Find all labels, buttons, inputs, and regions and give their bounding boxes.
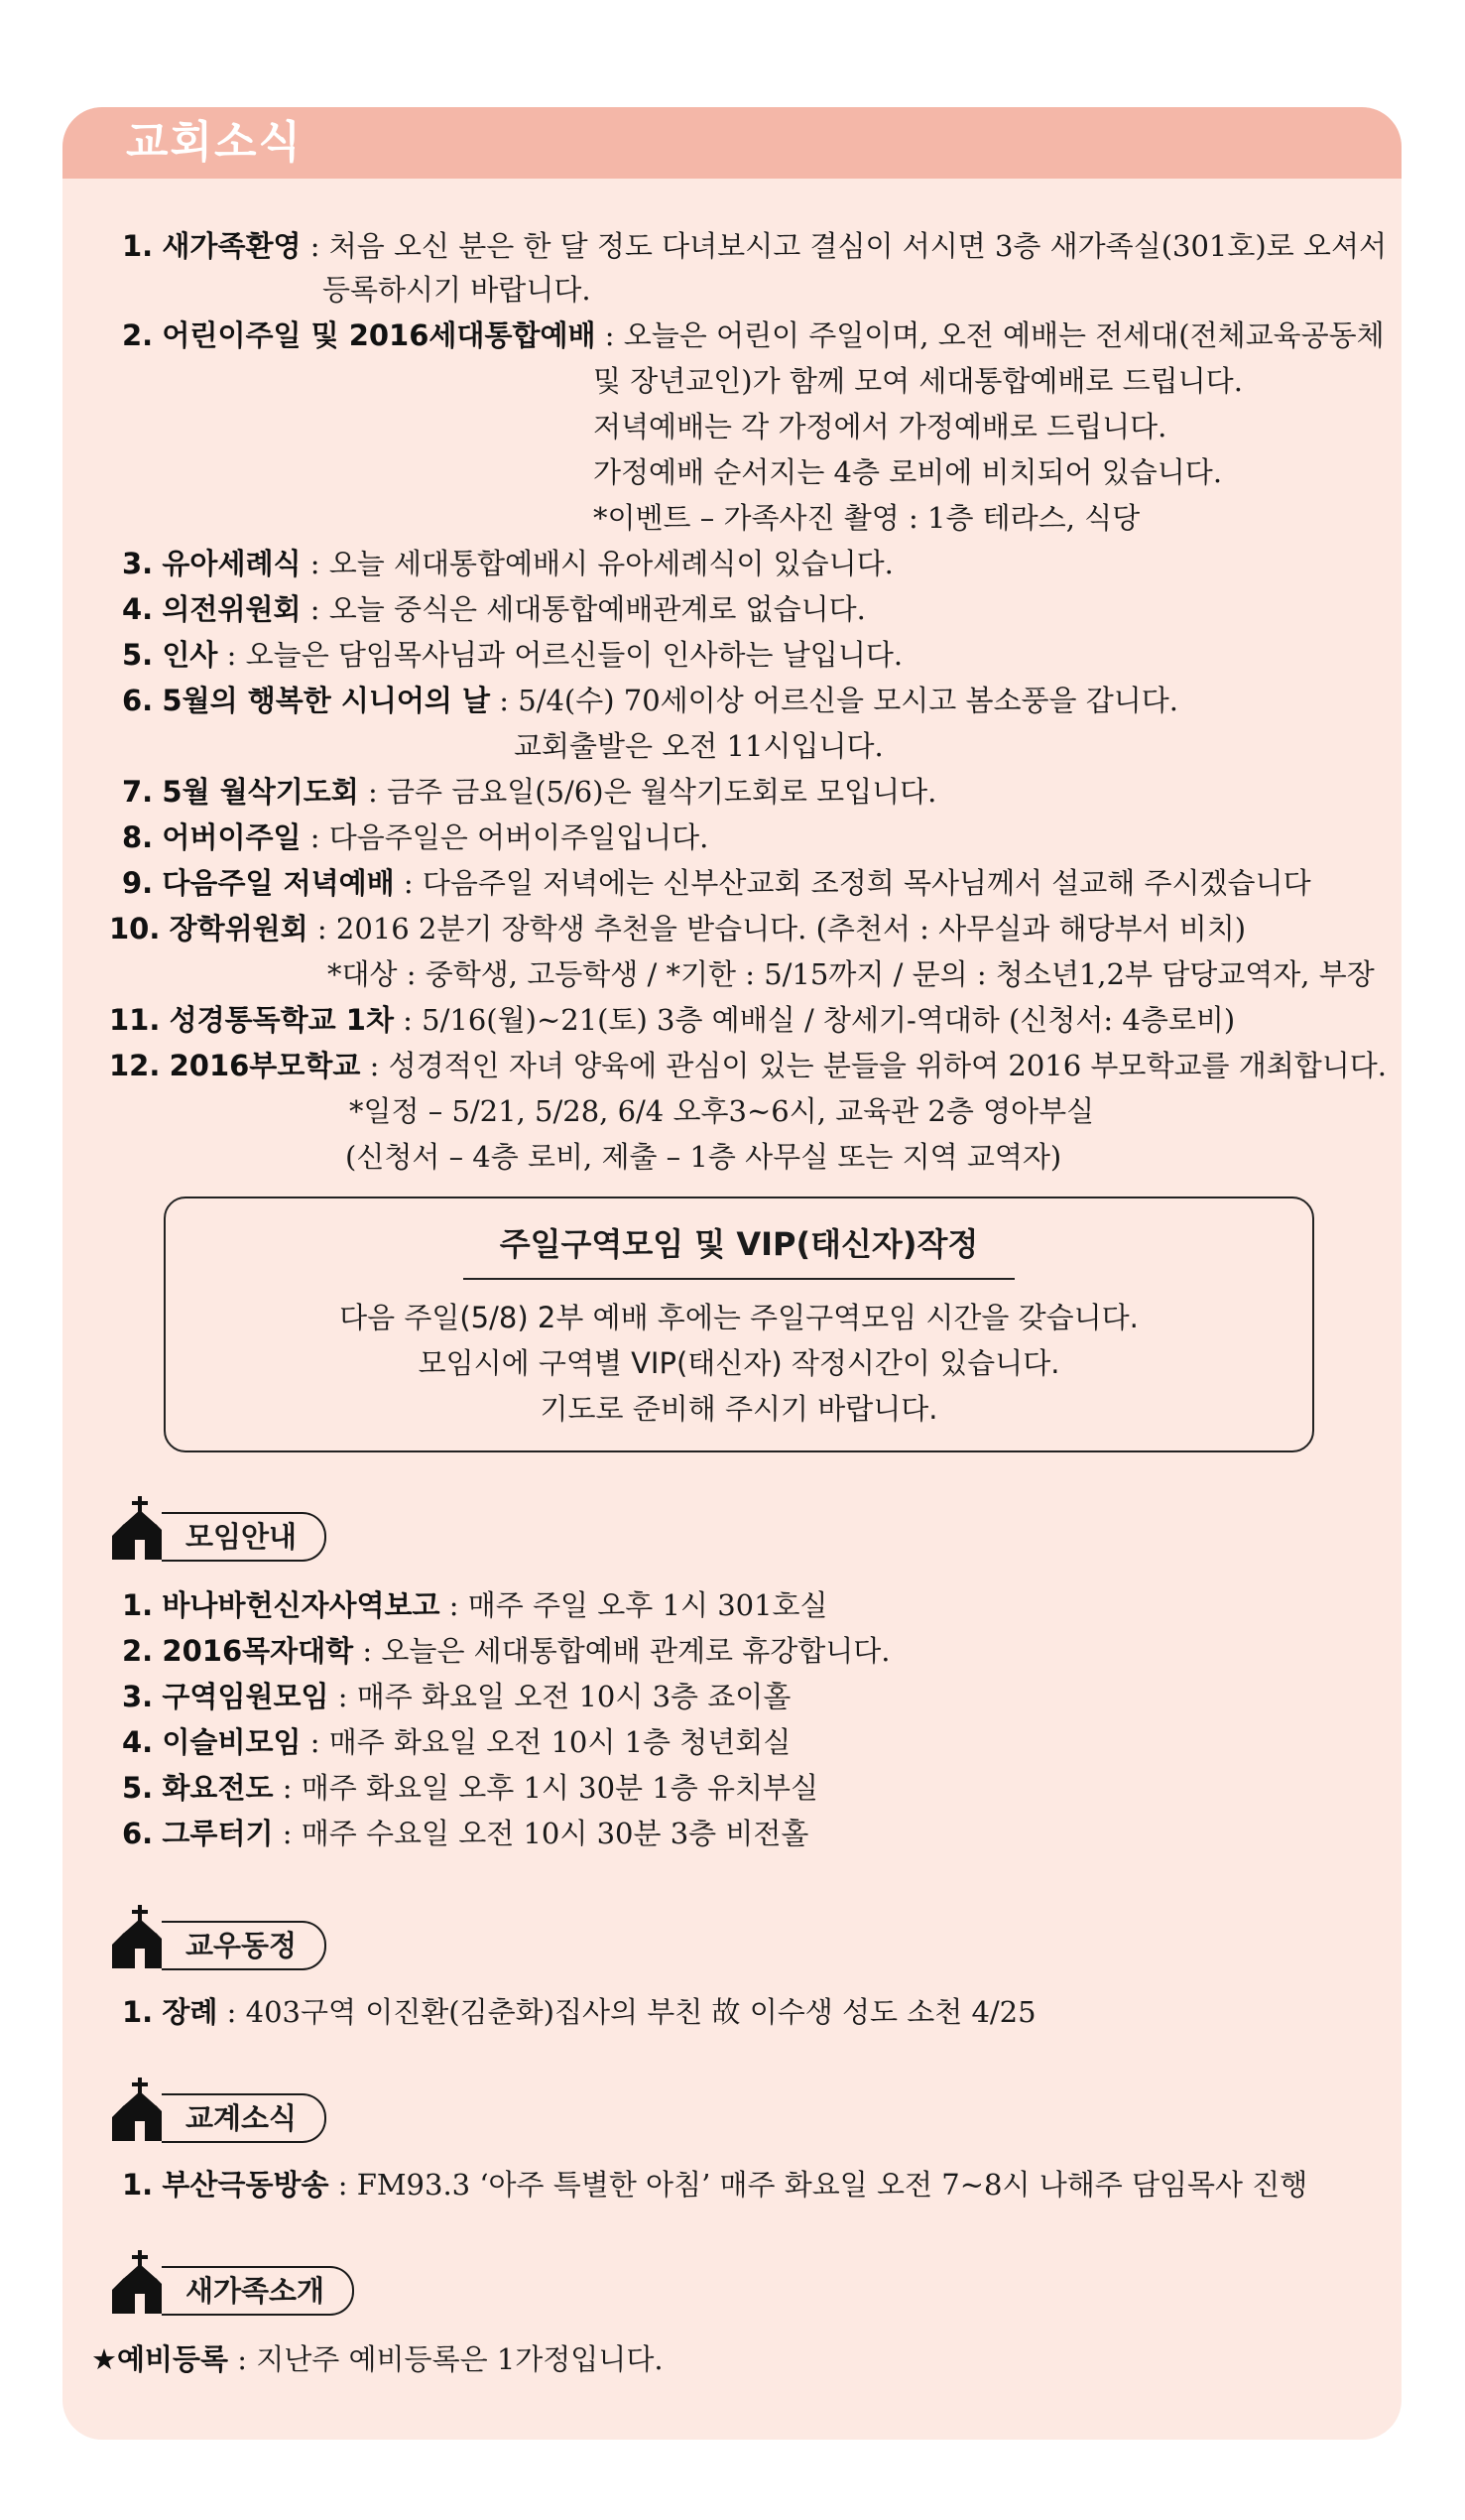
news-item-11: 11. 성경통독학교 1차 : 5/16(월)~21(토) 3층 예배실 / 창세기-역대하 (신청서: 4층로비) <box>109 1003 1236 1037</box>
news-item-12: 12. 2016부모학교 : 성경적인 자녀 양육에 관심이 있는 분들을 위하여 2016 부모학교를 개최합니다. <box>109 1049 1387 1082</box>
news-item-1-cont: 등록하시기 바랍니다. <box>322 273 591 307</box>
news-item-6: 6. 5월의 행복한 시니어의 날 : 5/4(수) 70세이상 어르신을 모시고 봄소풍을 갑니다. <box>122 684 1179 717</box>
news-item-7: 7. 5월 월삭기도회 : 금주 금요일(5/6)은 월삭기도회로 모입니다. <box>122 775 937 809</box>
news-item-2-cont: 가정예배 순서지는 4층 로비에 비치되어 있습니다. <box>593 455 1223 489</box>
meeting-item: 1. 바나바헌신자사역보고 : 매주 주일 오후 1시 301호실 <box>122 1588 828 1622</box>
member-item: 1. 장례 : 403구역 이진환(김춘화)집사의 부친 故 이수생 성도 소천 4/25 <box>122 1995 1037 2029</box>
meeting-item: 6. 그루터기 : 매주 수요일 오전 10시 30분 3층 비전홀 <box>122 1817 809 1850</box>
church-icon <box>112 1905 168 1968</box>
notice-box <box>164 1197 1314 1452</box>
news-item-6-cont: 교회출발은 오전 11시입니다. <box>514 729 884 763</box>
section-title: 새가족소개 <box>162 2266 354 2316</box>
meeting-item: 5. 화요전도 : 매주 화요일 오후 1시 30분 1층 유치부실 <box>122 1771 819 1805</box>
section-title: 모임안내 <box>162 1512 326 1562</box>
new-family-item: ★예비등록 : 지난주 예비등록은 1가정입니다. <box>91 2342 664 2376</box>
section-header-members <box>112 1905 370 1968</box>
news-item-10: 10. 장학위원회 : 2016 2분기 장학생 추천을 받습니다. (추천서 : 사무실과 해당부서 비치) <box>109 912 1247 945</box>
news-item-5: 5. 인사 : 오늘은 담임목사님과 어르신들이 인사하는 날입니다. <box>122 638 904 672</box>
section-header-meetings <box>112 1496 370 1560</box>
section-title: 교계소식 <box>162 2093 326 2143</box>
denomination-item: 1. 부산극동방송 : FM93.3 ‘아주 특별한 아침’ 매주 화요일 오전 7~8시 나해주 담임목사 진행 <box>122 2168 1308 2202</box>
church-icon <box>112 2078 168 2141</box>
church-icon <box>112 2250 168 2314</box>
notice-box-title: 주일구역모임 및 VIP(태신자)작정 <box>499 1225 979 1263</box>
news-item-2-cont: 저녁예배는 각 가정에서 가정예배로 드립니다. <box>593 410 1167 443</box>
news-item-9: 9. 다음주일 저녁예배 : 다음주일 저녁에는 신부산교회 조정희 목사님께서 설교해 주시겠습니다 <box>122 866 1311 900</box>
section-title: 교우동정 <box>162 1921 326 1970</box>
section-header-new-family <box>112 2250 370 2314</box>
news-item-10-cont: *대상 : 중학생, 고등학생 / *기한 : 5/15까지 / 문의 : 청소년1,2부 담당교역자, 부장 <box>327 957 1375 991</box>
news-item-4: 4. 의전위원회 : 오늘 중식은 세대통합예배관계로 없습니다. <box>122 592 866 626</box>
meeting-item: 3. 구역임원모임 : 매주 화요일 오전 10시 3층 죠이홀 <box>122 1680 792 1713</box>
section-header-denomination <box>112 2078 370 2141</box>
news-item-12-cont: *일정 – 5/21, 5/28, 6/4 오후3~6시, 교육관 2층 영아부실 <box>349 1094 1095 1128</box>
news-item-3: 3. 유아세례식 : 오늘 세대통합예배시 유아세례식이 있습니다. <box>122 547 894 580</box>
notice-box-divider <box>463 1278 1015 1280</box>
news-item-2-cont: 및 장년교인)가 함께 모여 세대통합예배로 드립니다. <box>593 364 1243 398</box>
notice-box-line: 모임시에 구역별 VIP(태신자) 작정시간이 있습니다. <box>418 1346 1060 1380</box>
card-header <box>62 107 1402 179</box>
church-icon <box>112 1496 168 1560</box>
notice-box-line: 기도로 준비해 주시기 바랍니다. <box>540 1392 938 1426</box>
news-item-1: 1. 새가족환영 : 처음 오신 분은 한 달 정도 다녀보시고 결심이 서시면 3층 새가족실(301호)로 오셔서 <box>122 229 1387 263</box>
news-item-2-cont: *이벤트 – 가족사진 촬영 : 1층 테라스, 식당 <box>593 501 1141 535</box>
notice-box-line: 다음 주일(5/8) 2부 예배 후에는 주일구역모임 시간을 갖습니다. <box>339 1301 1139 1334</box>
meeting-item: 2. 2016목자대학 : 오늘은 세대통합예배 관계로 휴강합니다. <box>122 1634 891 1668</box>
page-title: 교회소식 <box>126 117 304 168</box>
news-item-2: 2. 어린이주일 및 2016세대통합예배 : 오늘은 어린이 주일이며, 오전 예배는 전세대(전체교육공동체 <box>122 318 1385 352</box>
news-item-8: 8. 어버이주일 : 다음주일은 어버이주일입니다. <box>122 820 709 854</box>
news-item-12-cont: (신청서 – 4층 로비, 제출 – 1층 사무실 또는 지역 교역자) <box>345 1140 1062 1174</box>
meeting-item: 4. 이슬비모임 : 매주 화요일 오전 10시 1층 청년회실 <box>122 1725 792 1759</box>
